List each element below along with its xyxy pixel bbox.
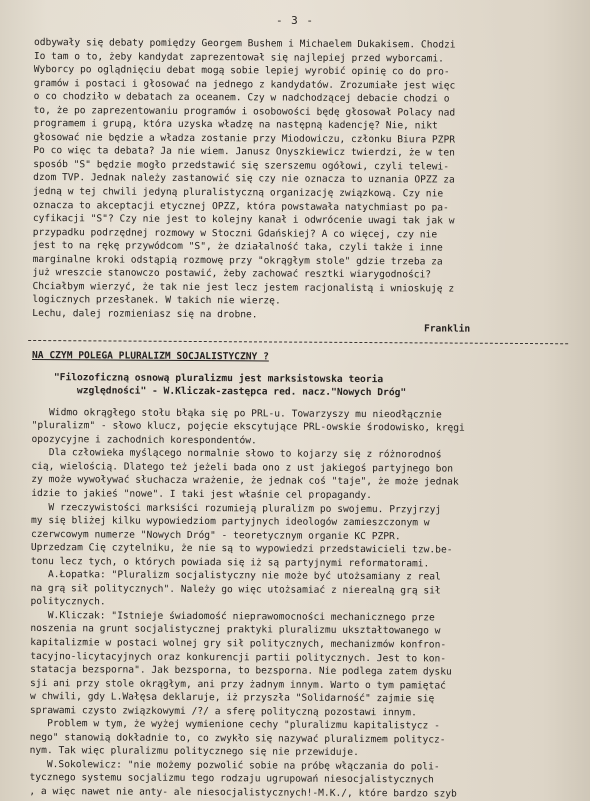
text-line: noszenia na grunt socjalistycznej praktyki pluralizmu ukształtowanego w [30, 623, 441, 637]
text-line: już wreszcie stanowczo postawić, żeby zachować resztki wiarygodności? [32, 267, 432, 281]
text-line: o co chodziło w debatach za oceanem. Czy w nadchodzącej debacie chodzi o [33, 91, 450, 105]
text-line: gramów i postaci i głosować na jednego z kandydatów. Zrozumiałe jest więc [33, 77, 456, 92]
text-line: Lechu, dalej rozmieniasz się na drobne. [32, 307, 258, 321]
epigraph-quote [32, 371, 562, 401]
article-heading: NA CZYM POLEGA PLURALIZM SOCJALISTYCZNY ? [32, 350, 269, 363]
text-line: cią, wielością. Dlatego też jeżeli bada ono z ust jakiegoś partyjnego bon [31, 460, 454, 475]
text-line: sji ani przy stole okrągłym, ani przy żadnym innym. Warto o tym pamiętać [30, 677, 446, 692]
text-line: programem i grupą, która uzyska władzę na następną kadencję? Nie, nikt [33, 118, 438, 132]
text-line: W rzeczywistości marksiści rozumieją pluralizm po swojemu. Przyjrzyj [31, 501, 442, 515]
text-line: Widmo okrągłego stołu błąka się po PRL-u. Towarzyszy mu nieodłącznie [31, 406, 442, 421]
text-line: to, że po zaprezentowaniu programów i osobowości będę głosował Polacy nad [33, 104, 456, 119]
text-line: Chciałbym wierzyć, że tak nie jest lecz jestem racjonalistą i wnioskuję z [32, 280, 455, 295]
text-line: Uprzedzam Cię czytelniku, że nie są to wypowiedzi przedstawicieli tzw.be- [30, 542, 453, 556]
text-line: tycznego systemu socjalizmu tego rodzaju ugrupowań niesocjalistycznych [29, 772, 434, 786]
text-line: sprawami czysto związkowymi /?/ a sferę polityczną pozostawi innym. [29, 704, 417, 719]
text-line: tonu lecz tych, o których powiada się iż są partyjnymi reformatorami. [30, 555, 430, 570]
text-line: nego" stanowią dokładnie to, co zwykło się nazywać pluralizmem politycz- [29, 731, 446, 746]
text-line: Io tam o to, żeby kandydat zaprezentował się najlepiej przed wyborcami. [33, 50, 444, 65]
text-line: przypadku podrzędnej rozmowy w Stoczni Gdańskiej? A co więcej, czy nie [32, 226, 438, 241]
article-debate [32, 36, 564, 324]
page-number: - 3 - [275, 14, 315, 27]
text-line: w chwili, gdy L.Wałęsa deklaruje, iż przyszła "Solidarność" zajmie się [29, 691, 435, 705]
text-line: odbywały się debaty pomiędzy Georgem Bushem i Michaelem Dukakisem. Chodzi [33, 36, 456, 51]
text-line: dzom TVP. Jednak należy zastanowić się czy nie oznacza to uznania OPZZ za [33, 172, 455, 187]
text-line: jest to na rękę przywódcom "S", że działalność taka, czyli także i inne [32, 240, 443, 254]
text-line: W.Sokolewicz: "nie możemy pozwolić sobie na próbę włączania do poli- [29, 758, 440, 773]
page-body [29, 36, 564, 801]
section-divider [28, 340, 568, 344]
text-line: sposób "S" będzie mogło przedstawić się szerszemu ogółowi, czyli telewi- [33, 158, 450, 173]
text-line: Problem w tym, że wyżej wymienione cechy "pluralizmu kapitalistycz - [29, 718, 440, 732]
text-line: opozycyjne i zachodnich korespondentów. [31, 433, 257, 447]
text-line: Po co więc ta debata? Ja nie wiem. Janusz Onyszkiewicz twierdzi, że w ten [33, 145, 455, 159]
quote-line: względności" - W.Kliczak-zastępca red. nacz."Nowych Dróg" [53, 385, 407, 399]
text-line: nym. Tak więc pluralizmu politycznego się nie przewiduje. [29, 745, 359, 759]
text-line: na grą sił politycznych". Należy go więc utożsamiać z nierealną grą sił [30, 582, 441, 597]
text-line: marginalne kroki odstąpią rozmowę przy "okrągłym stole" gdzie trzeba za [32, 253, 443, 268]
text-line: logicznych przesłanek. W takich nie wierzę. [32, 294, 281, 307]
article-pluralism [29, 406, 561, 801]
text-line: statacja bezsporna". Jak bezsporna, to bezsporna. Nie podlega zatem dysku [30, 664, 452, 678]
author-signature: Franklin [423, 323, 471, 336]
text-line: zy może wywoływać słuchacza wrażenie, że jednak coś "taje", że może jednak [31, 474, 459, 489]
text-line: my się bliżej kilku wypowiedziom partyjnych ideologów zamieszczonym w [31, 515, 430, 529]
text-line: Wyborcy po oglądnięciu debat mogą sobie lepiej wyrobić opinię co do pro- [33, 64, 450, 78]
text-line: kapitalizmie w postaci wolnej gry sił politycznych, mechanizmów konfron- [30, 636, 447, 651]
text-line: głosować nie będzie a władza zostanie przy Miodowiczu, członku Biura PZPR [33, 131, 456, 146]
text-line: jedną w tej chwili jedyną pluralistyczną organizację związkową. Czy nie [33, 186, 444, 200]
text-line: politycznych. [30, 596, 106, 608]
text-line: oznacza to akceptacji etycznej OPZZ, która powstawała natychmiast po pa- [32, 199, 449, 214]
text-line: tacyjno-licytacyjnych oraz konkurencji partii politycznych. Jest to kon- [30, 650, 447, 665]
text-line: Dla człowieka myślącego normalnie słowo to kojarzy się z różnorodnoś [31, 447, 442, 461]
text-line: czerwcowym numerze "Nowych Dróg" - teoretycznym organie KC PZPR. [30, 528, 401, 542]
text-line: W.Kliczak: "Istnieje świadomość nieprawomocności mechanicznego prze [30, 609, 435, 624]
text-line: A.Łopatka: "Pluralizm socjalistyczny nie może być utożsamiany z real [30, 569, 441, 583]
text-line: idzie to jakieś "nowe". I taki jest właśnie cel propagandy. [31, 487, 373, 502]
quote-line: "Filozoficzną osnową pluralizmu jest marksistowska teoria [53, 371, 384, 385]
text-line: , a więc nawet nie anty- ale niesocjalistycznych!-M.K./, które bardzo szyb [29, 785, 457, 800]
text-line: cyfikacji "S"? Czy nie jest to kolejny kanał i odwrócenie uwagi tak jak w [32, 213, 455, 227]
text-line: "pluralizm" - słowo klucz, pojęcie ekscytujące PRL-owskie środowisko, kręgi [31, 420, 465, 434]
